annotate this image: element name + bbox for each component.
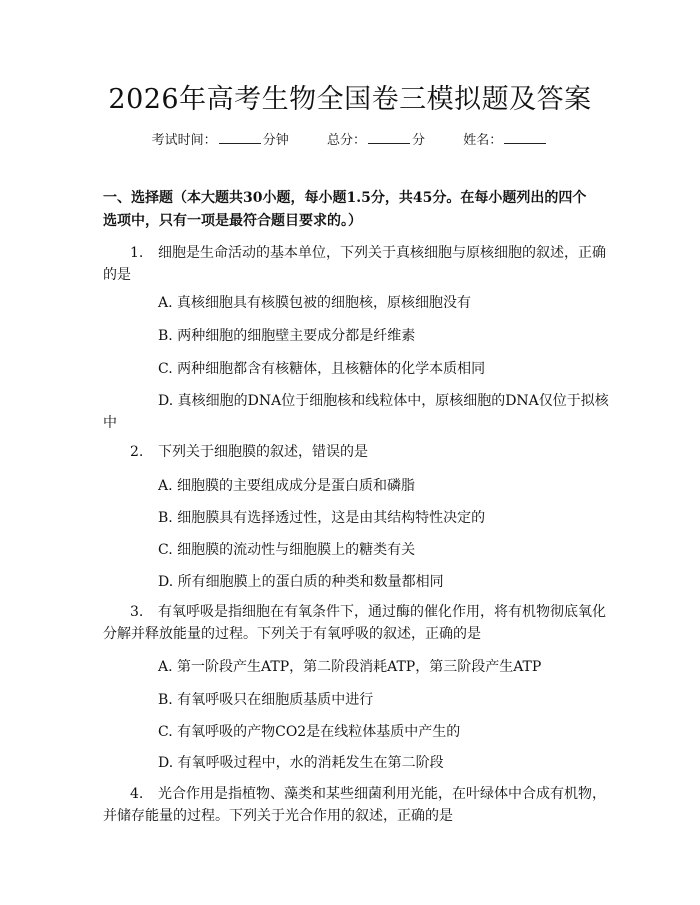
option-c: C. 有氧呼吸的产物CO2是在线粒体基质中产生的	[158, 724, 461, 740]
question-text: 下列关于细胞膜的叙述，错误的是	[158, 444, 368, 460]
option-d-cont: 中	[103, 415, 117, 431]
option-a: A. 第一阶段产生ATP，第二阶段消耗ATP，第三阶段产生ATP	[158, 659, 542, 675]
question-text: 细胞是生命活动的基本单位，下列关于真核细胞与原核细胞的叙述，正确	[158, 245, 606, 261]
option-d: D. 有氧呼吸过程中，水的消耗发生在第二阶段	[158, 755, 444, 771]
name-label: 姓名：	[463, 133, 503, 148]
option-a: A. 细胞膜的主要组成成分是蛋白质和磷脂	[158, 478, 416, 494]
question-number: 2.	[130, 444, 144, 460]
option-c: C. 细胞膜的流动性与细胞膜上的糖类有关	[158, 542, 416, 558]
question-text: 光合作用是指植物、藻类和某些细菌利用光能，在叶绿体中合成有机物，	[158, 786, 606, 802]
option-a: A. 真核细胞具有核膜包被的细胞核，原核细胞没有	[158, 295, 472, 311]
option-c: C. 两种细胞都含有核糖体，且核糖体的化学本质相同	[158, 361, 486, 377]
question-number: 3.	[130, 604, 144, 620]
option-d: D. 真核细胞的DNA位于细胞核和线粒体中，原核细胞的DNA仅位于拟核	[158, 393, 609, 409]
section-heading-line: 选项中，只有一项是最符合题目要求的。）	[103, 213, 362, 229]
question-text: 有氧呼吸是指细胞在有氧条件下，通过酶的催化作用，将有机物彻底氧化	[158, 604, 606, 620]
question-number: 4.	[130, 786, 144, 802]
option-b: B. 细胞膜具有选择透过性，这是由其结构特性决定的	[158, 510, 486, 526]
section-heading-line: 一、选择题（本大题共30小题，每小题1.5分，共45分。在每小题列出的四个	[103, 190, 587, 206]
option-d: D. 所有细胞膜上的蛋白质的种类和数量都相同	[158, 574, 444, 590]
exam-meta	[0, 131, 700, 151]
question-stem-cont: 的是	[103, 267, 131, 283]
question-stem-cont: 分解并释放能量的过程。下列关于有氧呼吸的叙述，正确的是	[103, 626, 481, 642]
option-b: B. 两种细胞的细胞壁主要成分都是纤维素	[158, 328, 416, 344]
question-stem-cont: 并储存能量的过程。下列关于光合作用的叙述，正确的是	[103, 808, 453, 824]
score-unit: 分	[412, 133, 426, 148]
question-stem	[130, 783, 606, 805]
question-stem	[130, 441, 368, 463]
score-label: 总分：	[326, 133, 366, 148]
time-blank	[219, 131, 261, 144]
question-stem	[130, 242, 606, 264]
page-title: 2026年高考生物全国卷三模拟题及答案	[108, 84, 592, 115]
name-blank	[504, 131, 546, 144]
section-heading	[103, 187, 600, 233]
score-blank	[368, 131, 410, 144]
question-stem	[130, 601, 606, 623]
option-b: B. 有氧呼吸只在细胞质基质中进行	[158, 692, 374, 708]
question-number: 1.	[130, 245, 144, 261]
time-unit: 分钟	[262, 133, 289, 148]
time-label: 考试时间：	[151, 133, 217, 148]
